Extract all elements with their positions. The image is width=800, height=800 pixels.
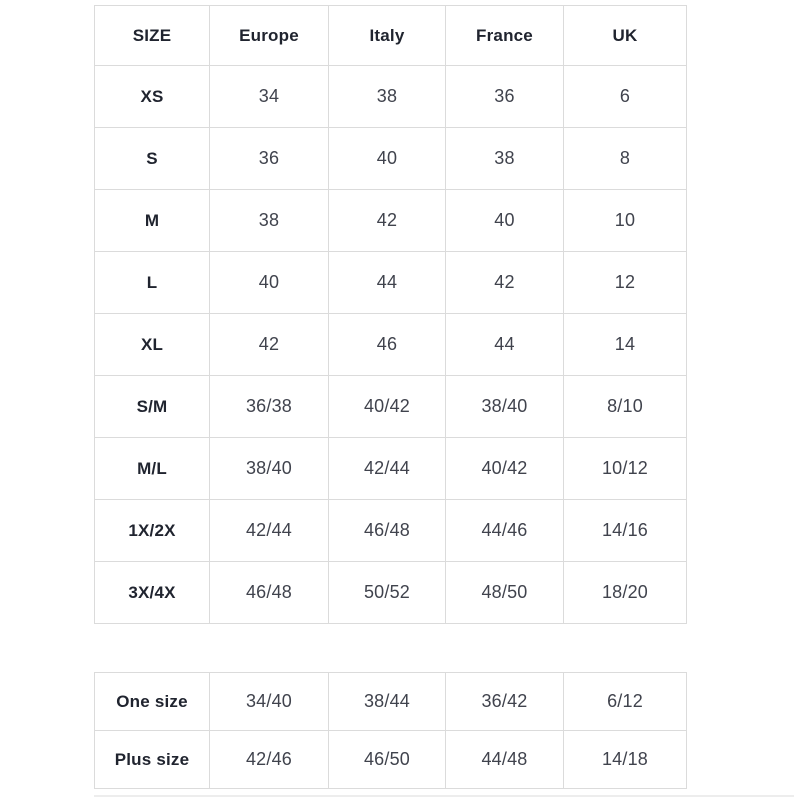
row-label: M	[95, 190, 210, 252]
row-label: M/L	[95, 438, 210, 500]
table-row-s	[95, 128, 687, 190]
cell-france: 42	[446, 252, 564, 314]
table-row-one-size	[95, 673, 687, 731]
cell-uk: 8	[564, 128, 687, 190]
table-row-xl	[95, 314, 687, 376]
cell-europe: 42/44	[210, 500, 329, 562]
header-row	[95, 6, 687, 66]
cell-uk: 14	[564, 314, 687, 376]
table-row-l	[95, 252, 687, 314]
cell-france: 38/40	[446, 376, 564, 438]
column-header-size: SIZE	[95, 6, 210, 66]
cell-uk: 14/16	[564, 500, 687, 562]
row-label: Plus size	[95, 731, 210, 789]
cell-europe: 36/38	[210, 376, 329, 438]
row-label: XS	[95, 66, 210, 128]
cell-europe: 46/48	[210, 562, 329, 624]
cell-france: 38	[446, 128, 564, 190]
column-header-italy: Italy	[329, 6, 446, 66]
table-row-m	[95, 190, 687, 252]
column-header-europe: Europe	[210, 6, 329, 66]
cell-italy: 38/44	[329, 673, 446, 731]
row-label: One size	[95, 673, 210, 731]
table-row-xs	[95, 66, 687, 128]
table-row-ml	[95, 438, 687, 500]
cell-uk: 6	[564, 66, 687, 128]
row-label: S	[95, 128, 210, 190]
size-conversion-table	[94, 5, 687, 624]
cell-uk: 10	[564, 190, 687, 252]
row-label: 3X/4X	[95, 562, 210, 624]
column-header-france: France	[446, 6, 564, 66]
cell-france: 40	[446, 190, 564, 252]
row-label: S/M	[95, 376, 210, 438]
cell-europe: 38/40	[210, 438, 329, 500]
cell-europe: 42/46	[210, 731, 329, 789]
cell-europe: 36	[210, 128, 329, 190]
cell-italy: 38	[329, 66, 446, 128]
cell-italy: 42	[329, 190, 446, 252]
cell-france: 36	[446, 66, 564, 128]
row-label: XL	[95, 314, 210, 376]
cell-uk: 18/20	[564, 562, 687, 624]
table-row-1x2x	[95, 500, 687, 562]
cell-uk: 10/12	[564, 438, 687, 500]
cell-uk: 8/10	[564, 376, 687, 438]
cell-italy: 46	[329, 314, 446, 376]
cell-france: 44	[446, 314, 564, 376]
bottom-separator-line	[94, 795, 794, 797]
table-row-plus-size	[95, 731, 687, 789]
table-row-sm	[95, 376, 687, 438]
cell-uk: 14/18	[564, 731, 687, 789]
cell-france: 44/46	[446, 500, 564, 562]
cell-europe: 38	[210, 190, 329, 252]
cell-uk: 12	[564, 252, 687, 314]
cell-italy: 46/50	[329, 731, 446, 789]
cell-france: 44/48	[446, 731, 564, 789]
cell-italy: 40/42	[329, 376, 446, 438]
row-label: 1X/2X	[95, 500, 210, 562]
cell-italy: 50/52	[329, 562, 446, 624]
cell-italy: 46/48	[329, 500, 446, 562]
cell-europe: 42	[210, 314, 329, 376]
table-row-3x4x	[95, 562, 687, 624]
cell-europe: 34/40	[210, 673, 329, 731]
cell-france: 40/42	[446, 438, 564, 500]
cell-europe: 34	[210, 66, 329, 128]
cell-europe: 40	[210, 252, 329, 314]
column-header-uk: UK	[564, 6, 687, 66]
cell-france: 36/42	[446, 673, 564, 731]
cell-italy: 44	[329, 252, 446, 314]
cell-france: 48/50	[446, 562, 564, 624]
one-size-plus-size-table	[94, 672, 687, 789]
cell-uk: 6/12	[564, 673, 687, 731]
row-label: L	[95, 252, 210, 314]
cell-italy: 42/44	[329, 438, 446, 500]
cell-italy: 40	[329, 128, 446, 190]
